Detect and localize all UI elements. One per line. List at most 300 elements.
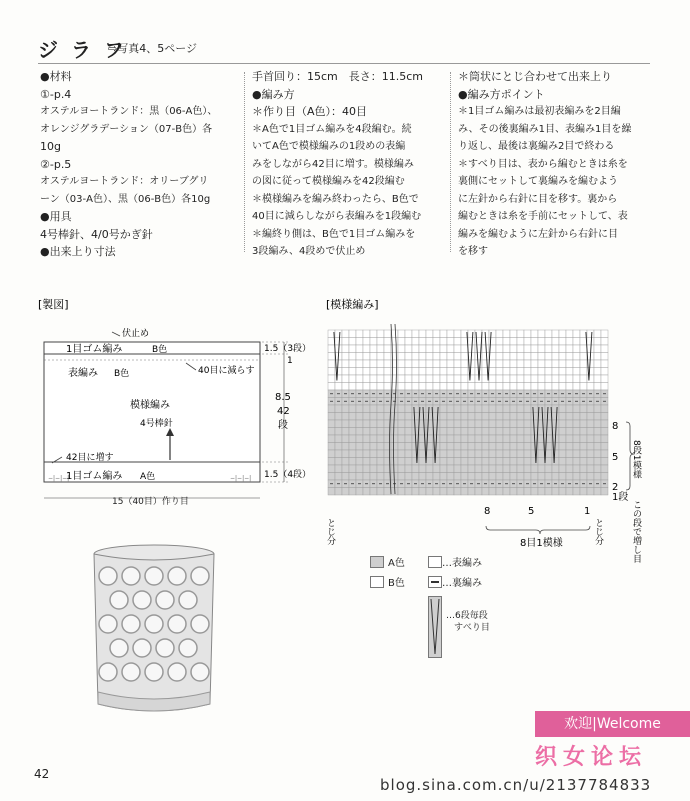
chart-cell	[517, 420, 524, 428]
chart-cell	[405, 345, 412, 353]
chart-cell	[461, 473, 468, 481]
chart-cell	[489, 450, 496, 458]
chart-cell	[454, 465, 461, 473]
chart-cell	[398, 465, 405, 473]
chart-cell	[412, 420, 419, 428]
chart-cell	[419, 345, 426, 353]
chart-cell	[377, 428, 384, 436]
rib-marks-left: −|−|−|	[48, 475, 70, 482]
title-divider	[38, 63, 650, 64]
honeycomb-cell	[156, 591, 174, 609]
chart-cell	[363, 353, 370, 361]
chart-cell	[454, 420, 461, 428]
chart-cell	[433, 458, 440, 466]
chart-cell	[356, 375, 363, 383]
chart-cell	[447, 330, 454, 338]
chart-cell	[531, 473, 538, 481]
stockinette-label: 表編み	[68, 368, 98, 379]
chart-cell	[412, 465, 419, 473]
chart-cell	[412, 360, 419, 368]
honeycomb-cell	[191, 663, 209, 681]
text-line: 手首回り：15cm 長さ：11.5cm	[252, 70, 424, 83]
chart-cell	[335, 458, 342, 466]
chart-cell	[601, 488, 608, 496]
chart-cell	[468, 338, 475, 346]
chart-cell	[601, 435, 608, 443]
chart-cell	[342, 345, 349, 353]
chart-cell	[482, 428, 489, 436]
chart-cell	[601, 368, 608, 376]
chart-cell	[426, 428, 433, 436]
chart-cell	[349, 413, 356, 421]
chart-cell	[594, 368, 601, 376]
chart-cell	[601, 353, 608, 361]
chart-cell	[510, 488, 517, 496]
chart-cell	[349, 443, 356, 451]
chart-cell	[454, 353, 461, 361]
chart-cell	[440, 413, 447, 421]
chart-cell	[391, 360, 398, 368]
chart-cell	[377, 353, 384, 361]
chart-cell	[440, 435, 447, 443]
chart-cell	[545, 338, 552, 346]
chart-cell	[482, 360, 489, 368]
chart-cell	[461, 353, 468, 361]
chart-cell	[517, 473, 524, 481]
repeat-label: 8目1模様	[520, 538, 563, 549]
chart-cell	[594, 435, 601, 443]
chart-cell	[328, 353, 335, 361]
chart-cell	[482, 420, 489, 428]
chart-cell	[552, 345, 559, 353]
chart-cell	[559, 458, 566, 466]
chart-cell	[594, 330, 601, 338]
chart-cell	[335, 443, 342, 451]
chart-cell	[496, 473, 503, 481]
chart-cell	[524, 458, 531, 466]
chart-cell	[433, 465, 440, 473]
chart-cell	[335, 435, 342, 443]
chart-cell	[559, 345, 566, 353]
chart-cell	[531, 488, 538, 496]
chart-cell	[566, 428, 573, 436]
chart-cell	[510, 435, 517, 443]
text-line: ●編み方ポイント	[458, 87, 545, 101]
honeycomb-cell	[133, 639, 151, 657]
chart-cell	[538, 375, 545, 383]
chart-cell	[426, 368, 433, 376]
chart-cell	[580, 473, 587, 481]
chart-cell	[475, 383, 482, 391]
chart-cell	[489, 413, 496, 421]
chart-cell	[531, 368, 538, 376]
chart-cell	[531, 405, 538, 413]
chart-cell	[538, 473, 545, 481]
chart-cell	[454, 443, 461, 451]
chart-cell	[475, 473, 482, 481]
text-line: オステルヨートランド：黒（06-A色）、	[40, 106, 218, 117]
chart-cell	[517, 458, 524, 466]
chart-cell	[524, 473, 531, 481]
chart-cell	[454, 383, 461, 391]
chart-cell	[356, 458, 363, 466]
forum-watermark: 织女论坛	[535, 745, 648, 770]
text-line: に左針から右針に目を移す。裏から	[458, 193, 618, 205]
chart-cell	[433, 345, 440, 353]
chart-cell	[545, 375, 552, 383]
chart-cell	[405, 338, 412, 346]
chart-cell	[461, 375, 468, 383]
chart-cell	[524, 330, 531, 338]
chart-cell	[419, 473, 426, 481]
chart-cell	[426, 360, 433, 368]
chart-cell	[545, 383, 552, 391]
chart-cell	[342, 458, 349, 466]
chart-cell	[377, 405, 384, 413]
chart-cell	[475, 405, 482, 413]
chart-cell	[405, 405, 412, 413]
chart-cell	[503, 465, 510, 473]
chart-cell	[566, 368, 573, 376]
chart-cell	[559, 473, 566, 481]
chart-cell	[517, 375, 524, 383]
chart-cell	[398, 383, 405, 391]
chart-cell	[510, 345, 517, 353]
chart-cell	[538, 345, 545, 353]
chart-cell	[440, 330, 447, 338]
chart-cell	[419, 420, 426, 428]
chart-cell	[531, 420, 538, 428]
chart-cell	[426, 465, 433, 473]
chart-cell	[524, 450, 531, 458]
chart-cell	[573, 338, 580, 346]
chart-cell	[594, 413, 601, 421]
chart-cell	[440, 443, 447, 451]
chart-cell	[419, 413, 426, 421]
chart-cell	[580, 360, 587, 368]
needle-label: 4号棒針	[140, 419, 173, 429]
chart-cell	[335, 420, 342, 428]
chart-cell	[531, 338, 538, 346]
honeycomb-cell	[99, 567, 117, 585]
chart-cell	[356, 368, 363, 376]
chart-cell	[398, 330, 405, 338]
method-column	[252, 68, 448, 261]
chart-cell	[356, 473, 363, 481]
chart-cell	[461, 428, 468, 436]
purl-label: …裏編み	[442, 578, 482, 589]
chart-cell	[391, 465, 398, 473]
honeycomb-cell	[122, 615, 140, 633]
chart-cell	[489, 360, 496, 368]
chart-cell	[503, 473, 510, 481]
chart-cell	[482, 405, 489, 413]
chart-cell	[545, 428, 552, 436]
honeycomb-cell	[110, 591, 128, 609]
chart-cell	[356, 345, 363, 353]
chart-cell	[447, 353, 454, 361]
chart-cell	[377, 443, 384, 451]
chart-cell	[559, 375, 566, 383]
chart-cell	[384, 353, 391, 361]
chart-cell	[524, 443, 531, 451]
chart-cell	[398, 338, 405, 346]
chart-cell	[426, 353, 433, 361]
chart-cell	[601, 360, 608, 368]
honeycomb-cell	[191, 567, 209, 585]
chart-cell	[531, 353, 538, 361]
chart-cell	[552, 353, 559, 361]
chart-cell	[384, 345, 391, 353]
chart-cell	[566, 450, 573, 458]
chart-cell	[454, 405, 461, 413]
chart-cell	[524, 345, 531, 353]
chart-cell	[447, 465, 454, 473]
chart-cell	[594, 473, 601, 481]
chart-cell	[447, 488, 454, 496]
chart-cell	[503, 488, 510, 496]
chart-cell	[510, 465, 517, 473]
chart-cell	[468, 420, 475, 428]
chart-cell	[398, 458, 405, 466]
chart-cell	[510, 473, 517, 481]
chart-cell	[573, 488, 580, 496]
bottom-rib-label: 1目ゴム編み	[66, 471, 123, 482]
chart-cell	[363, 330, 370, 338]
chart-cell	[601, 473, 608, 481]
chart-cell	[349, 360, 356, 368]
text-line: ＊A色で1目ゴム編みを4段編む。続	[252, 123, 412, 135]
chart-cell	[503, 443, 510, 451]
chart-cell	[398, 413, 405, 421]
text-line: オステルヨートランド：オリーブグリ	[40, 176, 209, 187]
chart-cell	[335, 428, 342, 436]
chart-cell	[517, 368, 524, 376]
chart-cell	[524, 353, 531, 361]
chart-cell	[377, 420, 384, 428]
chart-cell	[370, 330, 377, 338]
chart-cell	[363, 368, 370, 376]
chart-cell	[496, 383, 503, 391]
chart-cell	[461, 435, 468, 443]
chart-cell	[440, 345, 447, 353]
chart-cell	[496, 413, 503, 421]
stitch-number-1: 1	[584, 506, 591, 517]
chart-cell	[377, 458, 384, 466]
chart-cell	[517, 443, 524, 451]
chart-cell	[573, 413, 580, 421]
honeycomb-cell	[179, 639, 197, 657]
a-color-label: A色	[388, 558, 405, 569]
chart-cell	[433, 405, 440, 413]
chart-cell	[342, 383, 349, 391]
photo-reference: ⇨写真4、5ページ	[108, 42, 197, 55]
chart-cell	[594, 420, 601, 428]
chart-cell	[468, 450, 475, 458]
chart-cell	[545, 465, 552, 473]
chart-cell	[419, 360, 426, 368]
chart-cell	[510, 405, 517, 413]
chart-cell	[349, 420, 356, 428]
chart-cell	[454, 375, 461, 383]
chart-cell	[496, 450, 503, 458]
chart-cell	[447, 360, 454, 368]
chart-cell	[377, 360, 384, 368]
pattern-chart-label: [模様編み]	[326, 298, 379, 311]
chart-cell	[412, 473, 419, 481]
chart-cell	[454, 338, 461, 346]
chart-cell	[566, 338, 573, 346]
chart-cell	[496, 443, 503, 451]
chart-cell	[454, 458, 461, 466]
chart-cell	[538, 420, 545, 428]
honeycomb-cell	[168, 663, 186, 681]
chart-cell	[587, 405, 594, 413]
chart-cell	[405, 450, 412, 458]
chart-cell	[580, 345, 587, 353]
chart-cell	[482, 345, 489, 353]
chart-cell	[573, 450, 580, 458]
chart-cell	[356, 435, 363, 443]
chart-cell	[468, 428, 475, 436]
chart-cell	[587, 413, 594, 421]
chart-cell	[503, 458, 510, 466]
chart-cell	[342, 473, 349, 481]
chart-cell	[342, 405, 349, 413]
chart-cell	[328, 413, 335, 421]
chart-cell	[524, 375, 531, 383]
chart-cell	[580, 428, 587, 436]
chart-cell	[405, 435, 412, 443]
chart-cell	[370, 383, 377, 391]
chart-cell	[566, 383, 573, 391]
chart-cell	[461, 383, 468, 391]
chart-cell	[328, 360, 335, 368]
chart-cell	[328, 488, 335, 496]
chart-cell	[370, 488, 377, 496]
join-label-left: とじ分	[325, 518, 335, 545]
chart-cell	[566, 345, 573, 353]
chart-cell	[545, 473, 552, 481]
chart-cell	[587, 420, 594, 428]
chart-cell	[370, 458, 377, 466]
chart-cell	[559, 488, 566, 496]
honeycomb-cell	[145, 663, 163, 681]
text-line: ＊1目ゴム編みは最初表編みを2目編	[458, 106, 621, 117]
chart-cell	[454, 368, 461, 376]
chart-cell	[552, 338, 559, 346]
chart-cell	[426, 413, 433, 421]
chart-cell	[398, 360, 405, 368]
chart-cell	[412, 338, 419, 346]
chart-cell	[440, 360, 447, 368]
chart-cell	[531, 345, 538, 353]
chart-cell	[335, 413, 342, 421]
chart-cell	[391, 435, 398, 443]
text-line: ②-p.5	[40, 157, 72, 171]
chart-cell	[496, 330, 503, 338]
chart-cell	[510, 368, 517, 376]
chart-cell	[573, 435, 580, 443]
honeycomb-cell	[145, 615, 163, 633]
chart-cell	[601, 345, 608, 353]
purl-swatch	[428, 576, 442, 588]
chart-cell	[398, 450, 405, 458]
chart-cell	[461, 360, 468, 368]
chart-cell	[405, 458, 412, 466]
chart-cell	[496, 375, 503, 383]
chart-cell	[489, 435, 496, 443]
chart-cell	[482, 458, 489, 466]
chart-cell	[412, 383, 419, 391]
chart-cell	[363, 435, 370, 443]
chart-cell	[580, 353, 587, 361]
chart-cell	[573, 345, 580, 353]
row-number-2: 2	[612, 482, 619, 493]
chart-cell	[412, 375, 419, 383]
chart-cell	[447, 473, 454, 481]
chart-cell	[517, 338, 524, 346]
honeycomb-cell	[122, 663, 140, 681]
chart-cell	[566, 330, 573, 338]
chart-cell	[510, 413, 517, 421]
chart-cell	[468, 458, 475, 466]
chart-cell	[461, 345, 468, 353]
chart-cell	[573, 360, 580, 368]
chart-cell	[356, 420, 363, 428]
chart-cell	[559, 450, 566, 458]
chart-cell	[419, 338, 426, 346]
chart-cell	[489, 428, 496, 436]
chart-cell	[510, 360, 517, 368]
chart-cell	[531, 360, 538, 368]
chart-cell	[440, 375, 447, 383]
chart-cell	[398, 473, 405, 481]
chart-cell	[545, 345, 552, 353]
chart-cell	[363, 360, 370, 368]
chart-cell	[524, 428, 531, 436]
knit-swatch	[428, 556, 442, 568]
mid-unit: 段	[278, 420, 288, 431]
chart-cell	[531, 330, 538, 338]
legend	[370, 556, 630, 666]
top-color-label: B色	[152, 345, 168, 355]
chart-cell	[384, 330, 391, 338]
stitch-number-5: 5	[528, 506, 535, 517]
text-line: ーン（03-A色）、黒（06-B色）各10g	[40, 193, 211, 205]
chart-cell	[580, 413, 587, 421]
chart-cell	[342, 428, 349, 436]
chart-cell	[531, 413, 538, 421]
chart-cell	[573, 443, 580, 451]
chart-cell	[419, 488, 426, 496]
chart-cell	[517, 360, 524, 368]
chart-cell	[370, 368, 377, 376]
chart-cell	[433, 338, 440, 346]
chart-cell	[601, 405, 608, 413]
chart-cell	[342, 375, 349, 383]
chart-cell	[538, 383, 545, 391]
text-line: 4号棒針、4/0号かぎ針	[40, 227, 153, 241]
chart-cell	[349, 330, 356, 338]
chart-cell	[370, 405, 377, 413]
chart-cell	[545, 488, 552, 496]
chart-cell	[328, 368, 335, 376]
chart-cell	[552, 368, 559, 376]
chart-cell	[405, 383, 412, 391]
chart-cell	[594, 345, 601, 353]
materials-column	[40, 68, 240, 261]
